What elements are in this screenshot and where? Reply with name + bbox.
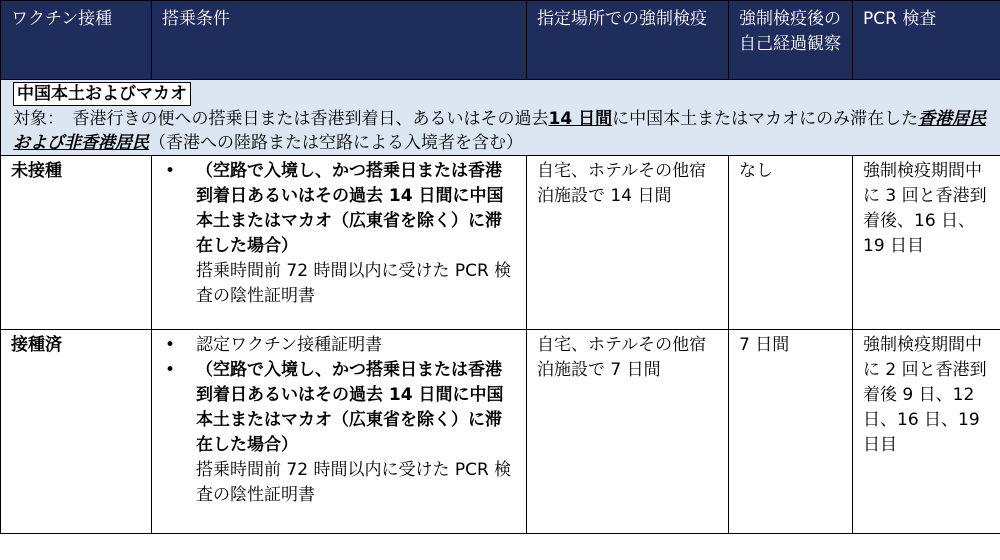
section-cell [1, 80, 1000, 156]
list-item [162, 358, 518, 458]
condition-list [162, 159, 518, 259]
region-title: 中国本土およびマカオ [13, 82, 191, 106]
list-item [162, 333, 518, 358]
bullet-icon: • [165, 335, 176, 355]
condition-text: 認定ワクチン接種証明書 [196, 335, 383, 355]
pcr-cell: 強制検疫期間中に 2 回と香港到着後 9 日、12 日、16 日、19 日目 [853, 330, 1000, 534]
target-suffix: （香港への陸路または空路による入境者を含む） [149, 133, 523, 153]
observation-cell: なし [729, 156, 853, 330]
bullet-icon: • [165, 360, 176, 380]
condition-text: （空路で入境し、かつ搭乗日または香港到着日あるいはその過去 14 日間に中国本土またはマカオ（広東省を除く）に滞在した場合） [196, 360, 504, 455]
header-vaccination: ワクチン接種 [1, 1, 152, 80]
target-prefix: 対象： 香港行きの便への搭乗日または香港到着日、あるいはその過去 [13, 109, 549, 129]
target-who: 香港居民および非香港居民 [13, 109, 987, 153]
bullet-icon: • [165, 161, 176, 181]
requirement-text: 搭乗時間前 72 時間以内に受けた PCR 検査の陰性証明書 [196, 261, 512, 306]
target-mid: に中国本土またはマカオにのみ滞在した [612, 109, 919, 129]
header-quarantine: 指定場所での強制検疫 [527, 1, 729, 80]
condition-list [162, 333, 518, 458]
target-days: 14 日間 [548, 109, 613, 129]
header-self-observation: 強制検疫後の自己経過観察 [729, 1, 853, 80]
quarantine-cell: 自宅、ホテルその他宿泊施設で 7 日間 [527, 330, 729, 534]
vaccination-status: 接種済 [1, 330, 152, 534]
header-row [1, 1, 1000, 80]
pcr-cell: 強制検疫期間中に 3 回と香港到着後、16 日、19 日目 [853, 156, 1000, 330]
quarantine-cell: 自宅、ホテルその他宿泊施設で 14 日間 [527, 156, 729, 330]
requirement-text: 搭乗時間前 72 時間以内に受けた PCR 検査の陰性証明書 [196, 460, 512, 505]
boarding-conditions-cell [152, 156, 527, 330]
header-boarding-conditions: 搭乗条件 [152, 1, 527, 80]
condition-text: （空路で入境し、かつ搭乗日または香港到着日あるいはその過去 14 日間に中国本土またはマカオ（広東省を除く）に滞在した場合） [196, 161, 504, 256]
header-pcr: PCR 検査 [853, 1, 1000, 80]
vaccination-status: 未接種 [1, 156, 152, 330]
section-row [1, 80, 1000, 156]
observation-cell: 7 日間 [729, 330, 853, 534]
table-row [1, 156, 1000, 330]
boarding-conditions-cell [152, 330, 527, 534]
list-item [162, 159, 518, 259]
table-row [1, 330, 1000, 534]
